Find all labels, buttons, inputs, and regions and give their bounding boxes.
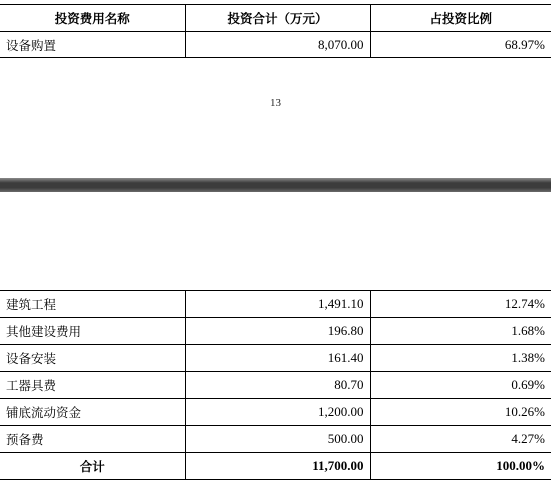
row-name: 其他建设费用 — [0, 318, 185, 345]
row-name: 设备安装 — [0, 345, 185, 372]
page-separator — [0, 178, 551, 192]
row-amount: 80.70 — [185, 372, 370, 399]
table-row — [0, 32, 551, 58]
row-ratio: 4.27% — [370, 426, 551, 453]
row-amount: 161.40 — [185, 345, 370, 372]
row-ratio: 1.38% — [370, 345, 551, 372]
table-header-row — [0, 5, 551, 32]
header-ratio: 占投资比例 — [370, 5, 551, 32]
row-amount: 196.80 — [185, 318, 370, 345]
total-row — [0, 453, 551, 480]
row-amount: 1,200.00 — [185, 399, 370, 426]
table-row — [0, 291, 551, 318]
row-ratio: 1.68% — [370, 318, 551, 345]
row-name: 铺底流动资金 — [0, 399, 185, 426]
investment-table-top — [0, 4, 551, 58]
total-label: 合计 — [0, 453, 185, 480]
investment-table-bottom — [0, 290, 551, 480]
header-total-amount: 投资合计（万元） — [185, 5, 370, 32]
row-amount: 8,070.00 — [185, 32, 370, 58]
table-row — [0, 372, 551, 399]
total-ratio: 100.00% — [370, 453, 551, 480]
table-row — [0, 318, 551, 345]
row-ratio: 0.69% — [370, 372, 551, 399]
row-ratio: 10.26% — [370, 399, 551, 426]
total-amount: 11,700.00 — [185, 453, 370, 480]
row-ratio: 68.97% — [370, 32, 551, 58]
row-amount: 500.00 — [185, 426, 370, 453]
row-name: 建筑工程 — [0, 291, 185, 318]
page-number: 13 — [270, 97, 281, 109]
row-ratio: 12.74% — [370, 291, 551, 318]
row-name: 预备费 — [0, 426, 185, 453]
header-cost-name: 投资费用名称 — [0, 5, 185, 32]
row-name: 设备购置 — [0, 32, 185, 58]
table-row — [0, 345, 551, 372]
table-row — [0, 399, 551, 426]
row-amount: 1,491.10 — [185, 291, 370, 318]
table-row — [0, 426, 551, 453]
row-name: 工器具费 — [0, 372, 185, 399]
